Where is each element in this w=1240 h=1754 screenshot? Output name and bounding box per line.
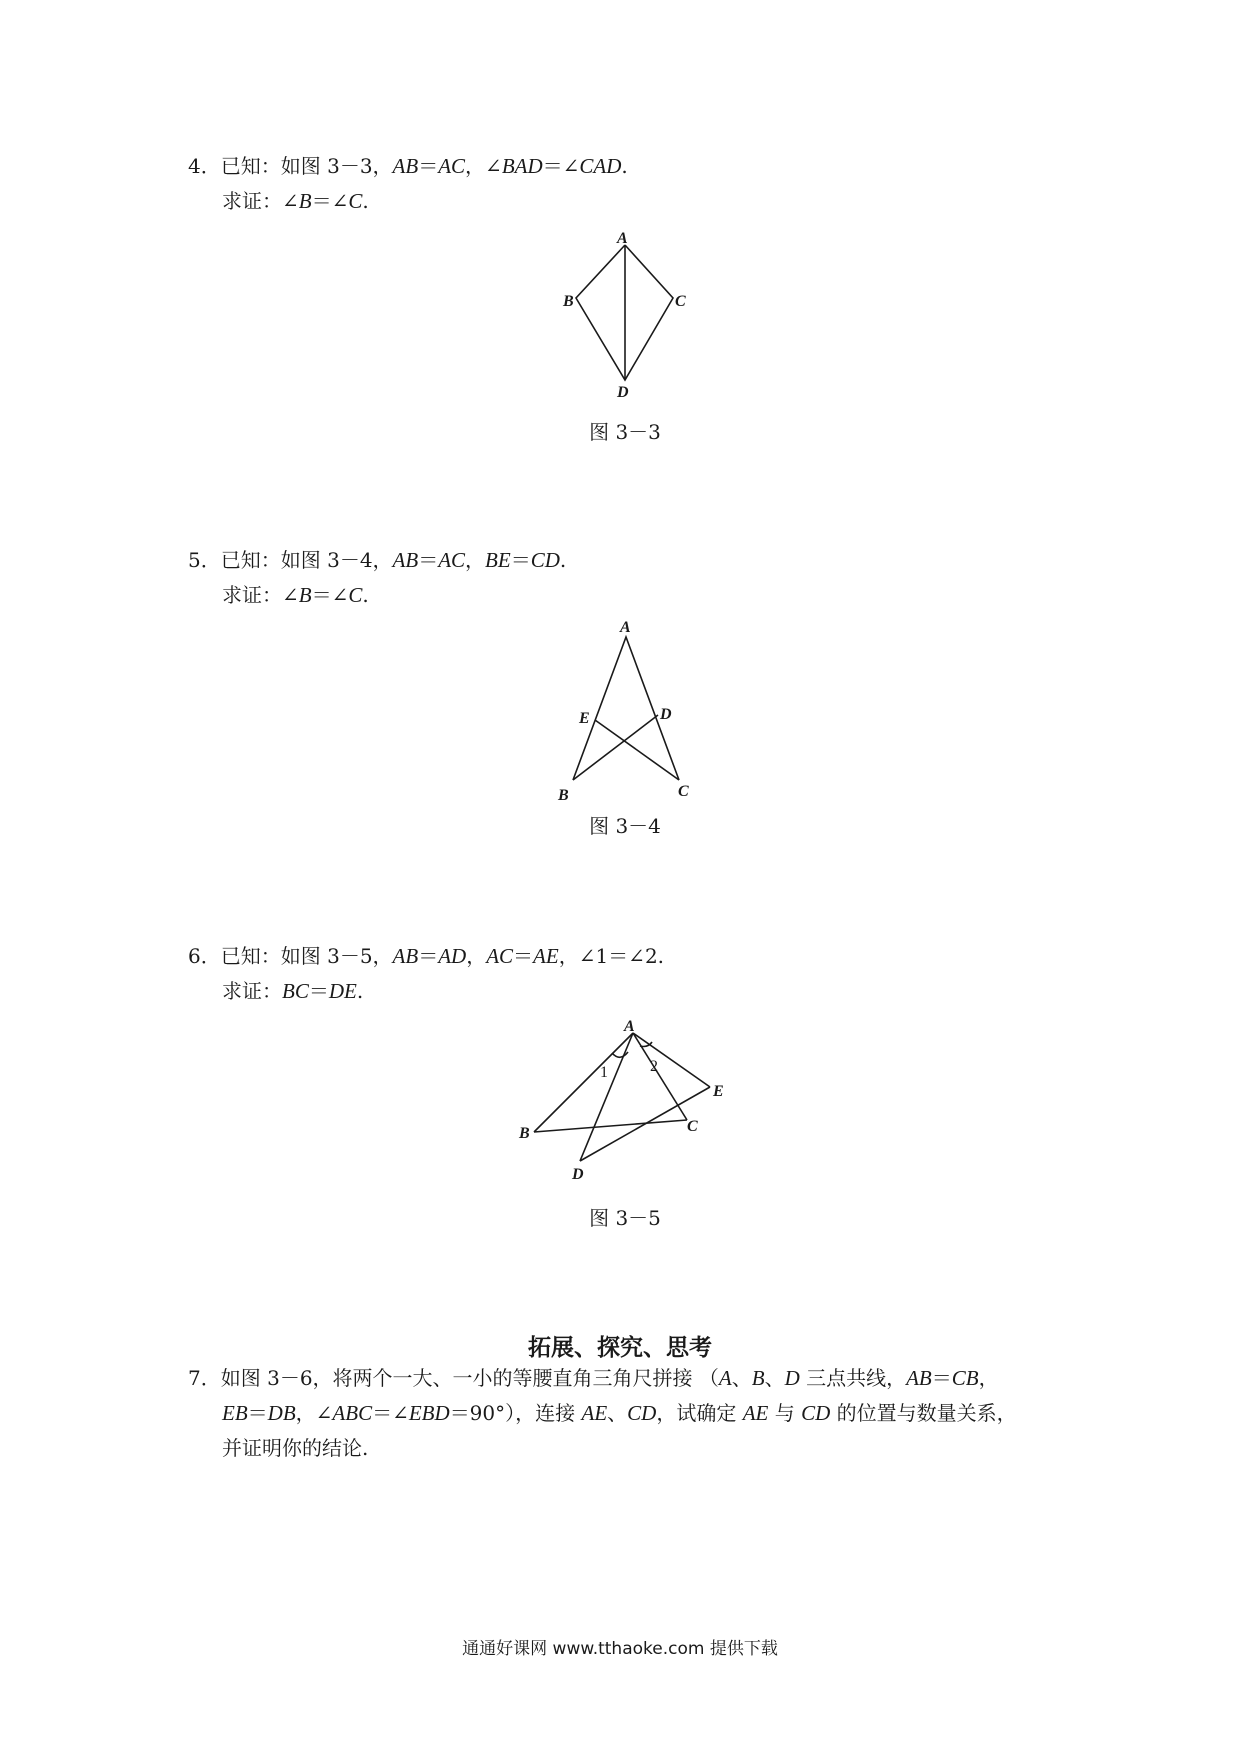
label-c: C: [675, 293, 686, 310]
label-b: B: [558, 787, 569, 804]
footer-text: 通通好课网 www.tthaoke.com 提供下载: [462, 1639, 778, 1659]
caption-3-5: 图 3－5: [589, 1206, 661, 1230]
label-e: E: [713, 1083, 724, 1100]
section-title: 拓展、探究、思考: [528, 1335, 712, 1361]
label-a: A: [617, 230, 628, 247]
label-b: B: [563, 293, 574, 310]
label-angle-1: 1: [600, 1064, 608, 1081]
label-c: C: [687, 1118, 698, 1135]
caption-3-3: 图 3－3: [589, 420, 661, 444]
label-a: A: [624, 1018, 635, 1035]
caption-3-4: 图 3－4: [589, 814, 661, 838]
problem-7-line-2: EB＝DB，∠ABC＝∠EBD＝90°），连接 AE、CD，试确定 AE 与 CD 的位置与数量关系，: [222, 1401, 1017, 1425]
problem-7-line-1: 7．如图 3－6，将两个一大、一小的等腰直角三角尺拼接 （A、B、D 三点共线，AB＝CB，: [188, 1366, 999, 1390]
problem-4-given: 4．已知：如图 3－3，AB＝AC，∠BAD＝∠CAD.: [188, 154, 628, 178]
label-angle-2: 2: [650, 1058, 658, 1075]
label-e: E: [579, 710, 590, 727]
label-a: A: [620, 619, 631, 636]
segment-ae: [633, 1033, 710, 1087]
problem-6-given: 6．已知：如图 3－5，AB＝AD，AC＝AE，∠1＝∠2.: [188, 944, 665, 968]
segment-bc: [534, 1120, 687, 1132]
segment-ad: [580, 1033, 633, 1161]
problem-7-line-3: 并证明你的结论.: [222, 1436, 369, 1460]
label-d: D: [572, 1166, 584, 1183]
label-c: C: [678, 783, 689, 800]
segment-ab: [534, 1033, 633, 1132]
label-d: D: [617, 384, 629, 401]
problem-4-prove: 求证：∠B＝∠C.: [222, 189, 369, 213]
problem-5-prove: 求证：∠B＝∠C.: [222, 583, 369, 607]
problem-6-prove: 求证：BC＝DE.: [222, 979, 364, 1003]
label-d: D: [660, 706, 672, 723]
label-b: B: [519, 1125, 530, 1142]
problem-5-given: 5．已知：如图 3－4，AB＝AC，BE＝CD.: [188, 548, 567, 572]
